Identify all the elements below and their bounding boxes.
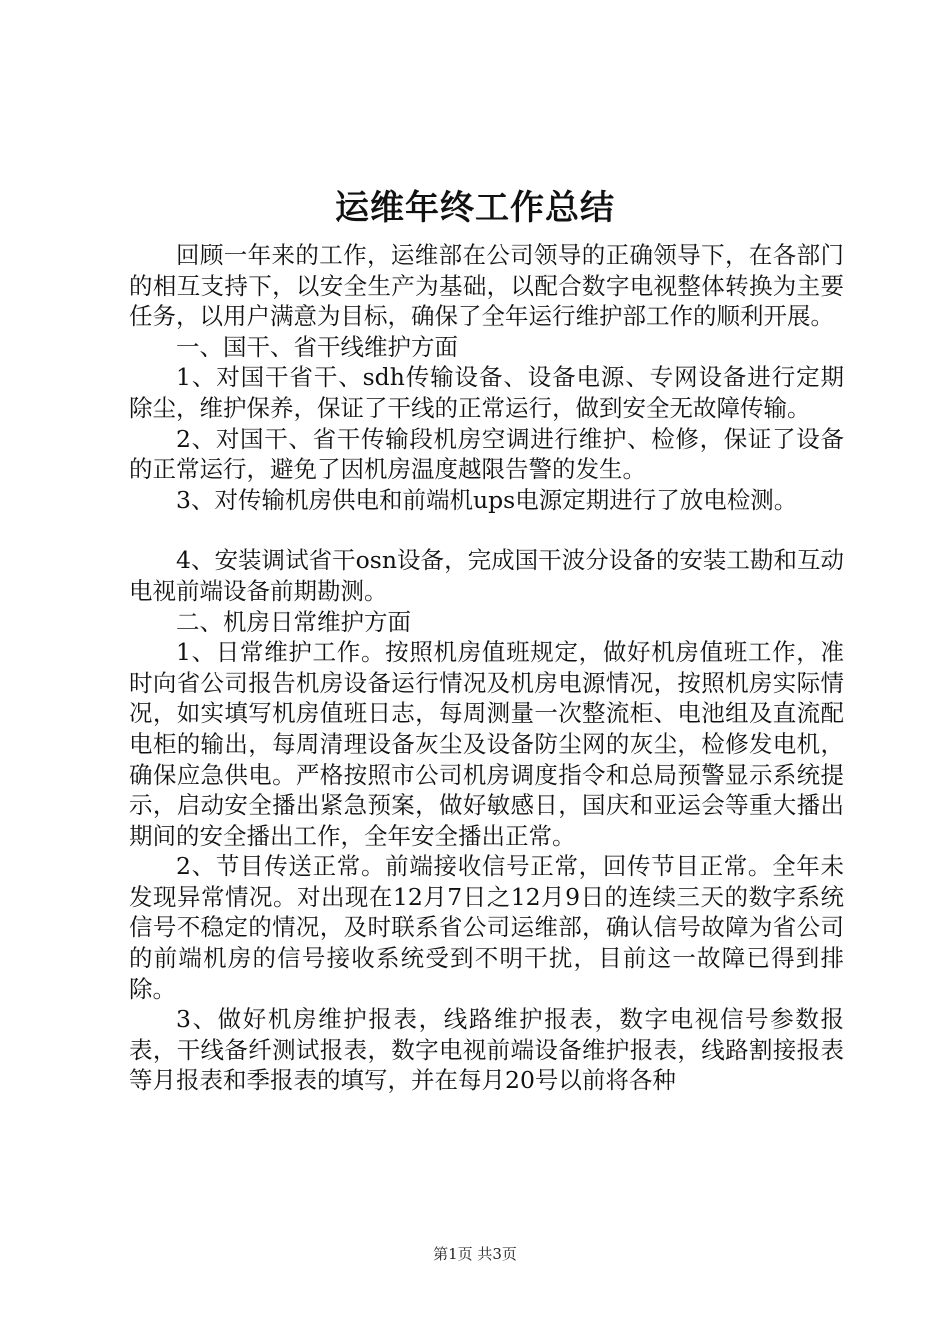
paragraph-item-3: 3、对传输机房供电和前端机ups电源定期进行了放电检测。: [176, 485, 798, 514]
paragraph-room-item-1: 1、日常维护工作。按照机房值班规定，做好机房值班工作，准时向省公司报告机房设备运行情况及机房电源情况，按照机房实际情况，如实填写机房值班日志，每周测量一次整流柜、电池组及直流配电柜的输出，每周清理设备灰尘及设备防尘网的灰尘，检修发电机，确保应急供电。严格按照市公司机房调度指令和总局预警显示系统提示，启动安全播出紧急预案，做好敏感日，国庆和亚运会等重大播出期间的安全播出工作，全年安全播出正常。: [129, 638, 844, 850]
paragraph-item-1: 1、对国干省干、sdh传输设备、设备电源、专网设备进行定期除尘，维护保养，保证了干线的正常运行，做到安全无故障传输。: [129, 363, 844, 422]
section-heading-trunk-maintenance: 一、国干、省干线维护方面: [176, 332, 458, 361]
page-footer: 第1页 共3页: [433, 1245, 517, 1263]
paragraph-room-item-2: 2、节目传送正常。前端接收信号正常，回传节目正常。全年未发现异常情况。对出现在12月7日之12月9日的连续三天的数字系统信号不稳定的情况，及时联系省公司运维部，确认信号故障为省公司的前端机房的信号接收系统受到不明干扰，目前这一故障已得到排除。: [129, 852, 844, 1003]
paragraph-intro: 回顾一年来的工作，运维部在公司领导的正确领导下，在各部门的相互支持下，以安全生产为基础，以配合数字电视整体转换为主要任务，以用户满意为目标，确保了全年运行维护部工作的顺利开展。: [129, 241, 844, 331]
paragraph-room-item-3: 3、做好机房维护报表，线路维护报表，数字电视信号参数报表，干线备纤测试报表，数字电视前端设备维护报表，线路割接报表等月报表和季报表的填写，并在每月20号以前将各种: [129, 1005, 844, 1095]
document-body: [129, 240, 844, 1096]
paragraph-item-4: 4、安装调试省干osn设备，完成国干波分设备的安装工勘和互动电视前端设备前期勘测。: [129, 546, 844, 605]
document-title: 运维年终工作总结: [335, 188, 615, 228]
paragraph-item-2: 2、对国干、省干传输段机房空调进行维护、检修，保证了设备的正常运行，避免了因机房温度越限告警的发生。: [129, 424, 844, 484]
section-heading-room-maintenance: 二、机房日常维护方面: [176, 607, 411, 636]
